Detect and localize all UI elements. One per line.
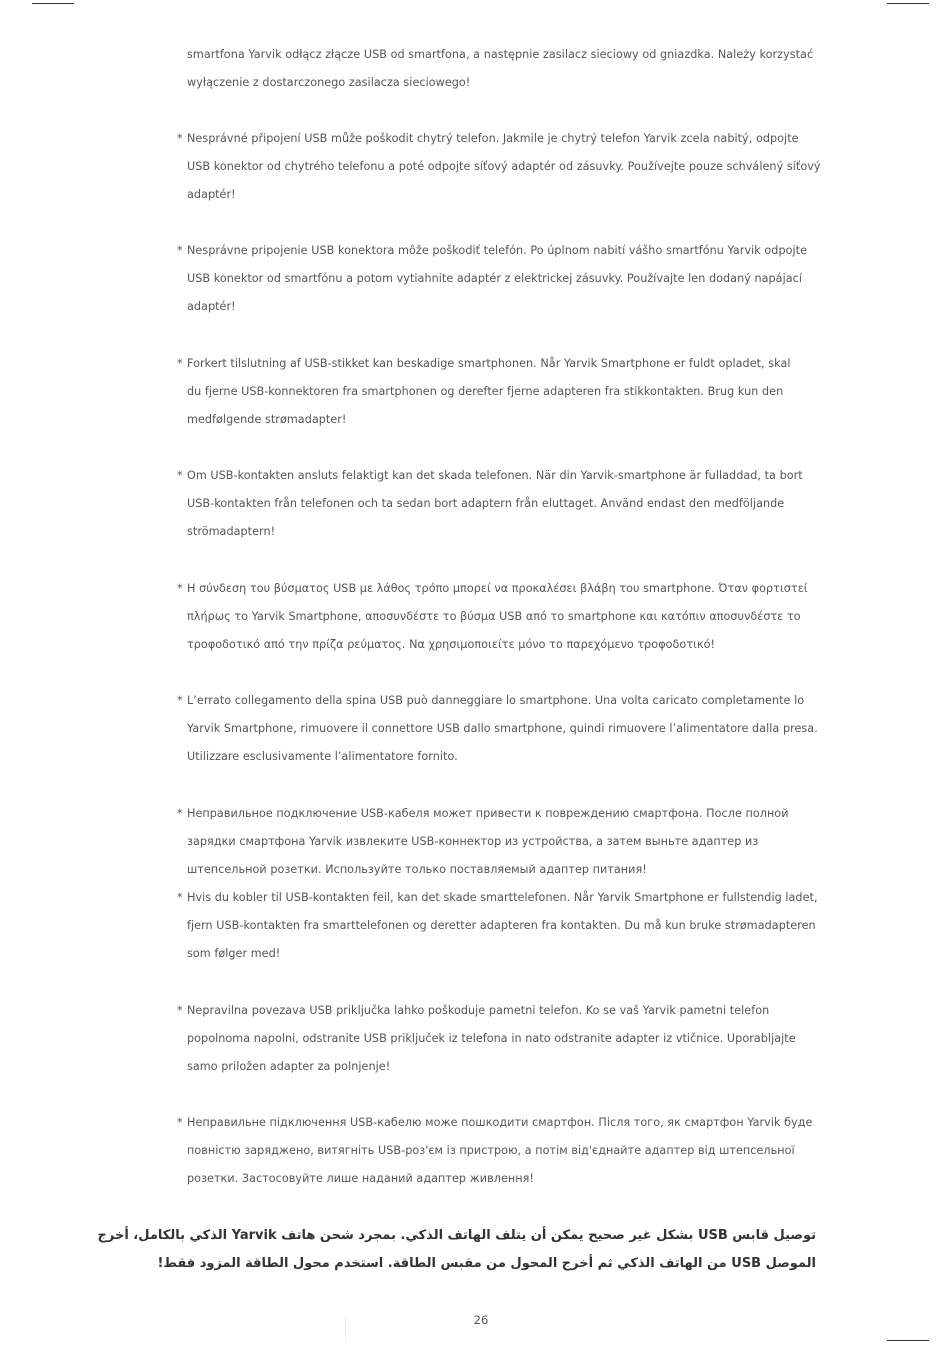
- paragraph-line: Forkert tilslutning af USB-stikket kan beskadige smartphonen. Når Yarvik Smartphone er fuldt opladet, skal: [187, 357, 791, 370]
- paragraph-norwegian: [177, 884, 827, 968]
- paragraph-line: USB-kontakten från telefonen och ta sedan bort adaptern från eluttaget. Använd endast den medföljande: [187, 497, 785, 510]
- bullet-marker: *: [177, 694, 183, 707]
- paragraph-line: τροφοδοτικό από την πρίζα ρεύματος. Να χρησιμοποιείτε μόνο το παρεχόμενο τροφοδοτικό!: [187, 638, 716, 651]
- bullet-marker: *: [177, 469, 183, 482]
- paragraph-danish: [177, 350, 827, 434]
- page-number: 26: [473, 1313, 489, 1327]
- paragraph-line: الموصل USB من الهاتف الذكي ثم أخرج المحول من مقبس الطاقة. استخدم محول الطاقة المزود فقط!: [157, 1256, 816, 1271]
- crop-mark-top-right: [887, 3, 929, 4]
- paragraph-ukrainian: [177, 1109, 827, 1193]
- paragraph-line: Nesprávné připojení USB může poškodit chytrý telefon. Jakmile je chytrý telefon Yarvik zcela nabitý, odpojte: [187, 132, 799, 145]
- bullet-marker: *: [177, 891, 183, 904]
- paragraph-line: wyłączenie z dostarczonego zasilacza sieciowego!: [187, 76, 471, 89]
- bullet-marker: *: [177, 807, 183, 820]
- paragraph-line: Nesprávne pripojenie USB konektora môže poškodiť telefón. Po úplnom nabití vášho smartfónu Yarvik odpojte: [187, 244, 808, 257]
- bullet-marker: *: [177, 1004, 183, 1017]
- bullet-marker: *: [177, 357, 183, 370]
- paragraph-line: Hvis du kobler til USB-kontakten feil, kan det skade smarttelefonen. Når Yarvik Smartphone er fullstendig ladet,: [187, 891, 818, 904]
- paragraph-czech: [177, 125, 827, 209]
- paragraph-line: зарядки смартфона Yarvik извлеките USB-коннектор из устройства, а затем выньте адаптер из: [187, 835, 759, 848]
- paragraph-line: Неправильное подключение USB-кабеля может привести к повреждению смартфона. После полной: [187, 807, 789, 820]
- paragraph-line: du fjerne USB-konnektoren fra smartphonen og derefter fjerne adapteren fra stikkontakten. Brug kun den: [187, 385, 784, 398]
- paragraph-line: medfølgende strømadapter!: [187, 413, 347, 426]
- paragraph-line: som følger med!: [187, 947, 281, 960]
- paragraph-slovenian: [177, 997, 827, 1081]
- paragraph-line: strömadaptern!: [187, 525, 276, 538]
- paragraph-line: Nepravilna povezava USB priključka lahko poškoduje pametni telefon. Ko se vaš Yarvik pametni telefon: [187, 1004, 770, 1017]
- bullet-marker: *: [177, 582, 183, 595]
- paragraph-arabic: [97, 1222, 816, 1278]
- paragraph-line: USB konektor od smartfónu a potom vytiahnite adaptér z elektrickej zásuvky. Používajte len dodaný napájací: [187, 272, 803, 285]
- paragraph-russian: [177, 800, 827, 884]
- paragraph-line: штепсельной розетки. Используйте только поставляемый адаптер питания!: [187, 863, 647, 876]
- paragraph-line: Utilizzare esclusivamente l’alimentatore fornito.: [187, 750, 458, 763]
- paragraph-slovak: [177, 237, 827, 321]
- crop-mark-top-left: [32, 3, 74, 4]
- paragraph-line: smartfona Yarvik odłącz złącze USB od smartfona, a następnie zasilacz sieciowy od gniazdka. Należy korzystać: [187, 48, 814, 61]
- paragraph-line: L’errato collegamento della spina USB può danneggiare lo smartphone. Una volta caricato completamente lo: [187, 694, 805, 707]
- paragraph-polish: [177, 41, 827, 97]
- paragraph-greek: [177, 575, 827, 659]
- paragraph-line: samo priložen adapter za polnjenje!: [187, 1060, 391, 1073]
- paragraph-line: adaptér!: [187, 188, 236, 201]
- paragraph-line: Om USB-kontakten ansluts felaktigt kan det skada telefonen. När din Yarvik-smartphone är fulladdad, ta bort: [187, 469, 803, 482]
- paragraph-line: توصيل قابس USB بشكل غير صحيح يمكن أن يتلف الهاتف الذكي. بمجرد شحن هاتف Yarvik الذكي بالكامل، أخرج: [97, 1228, 816, 1243]
- paragraph-line: повністю заряджено, витягніть USB-роз'єм із пристрою, а потім від'єднайте адаптер від штепсельної: [187, 1144, 795, 1157]
- paragraph-line: popolnoma napolni, odstranite USB priključek iz telefona in nato odstranite adapter iz vtičnice. Uporabljajte: [187, 1032, 796, 1045]
- paragraph-line: πλήρως το Yarvik Smartphone, αποσυνδέστε το βύσμα USB από το smartphone και κατόπιν αποσυνδέστε το: [187, 610, 801, 623]
- paragraph-line: USB konektor od chytrého telefonu a poté odpojte síťový adaptér od zásuvky. Používejte pouze schválený síťový: [187, 160, 821, 173]
- paragraph-italian: [177, 687, 827, 771]
- crop-mark-bottom-right: [887, 1340, 929, 1341]
- bullet-marker: *: [177, 1116, 183, 1129]
- paragraph-line: fjern USB-kontakten fra smarttelefonen og deretter adapteren fra kontakten. Du må kun bruke strømadapteren: [187, 919, 816, 932]
- paragraph-swedish: [177, 462, 827, 546]
- paragraph-line: Неправильне підключення USB-кабелю може пошкодити смартфон. Після того, як смартфон Yarvik буде: [187, 1116, 813, 1129]
- paragraph-line: Yarvik Smartphone, rimuovere il connettore USB dallo smartphone, quindi rimuovere l’alimentatore dalla presa.: [187, 722, 818, 735]
- paragraph-line: розетки. Застосовуйте лише наданий адаптер живлення!: [187, 1172, 534, 1185]
- paragraph-line: Η σύνδεση του βύσματος USB με λάθος τρόπο μπορεί να προκαλέσει βλάβη του smartphone. Όταν φορτιστεί: [187, 582, 808, 595]
- paragraph-line: adaptér!: [187, 300, 236, 313]
- bullet-marker: *: [177, 132, 183, 145]
- bullet-marker: *: [177, 244, 183, 257]
